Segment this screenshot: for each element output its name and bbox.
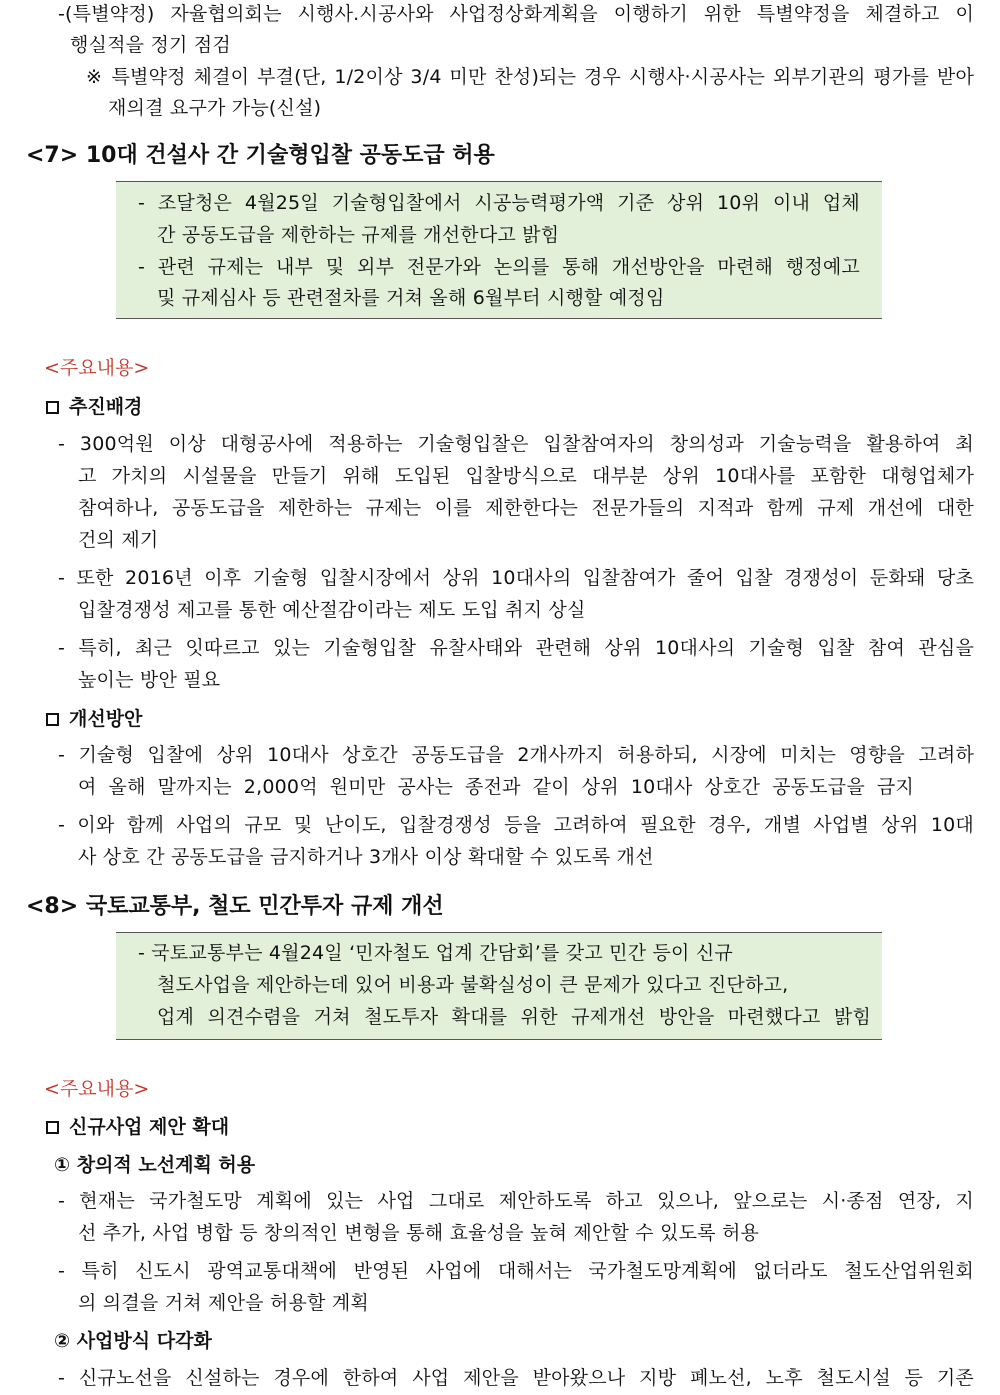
body-line: - 300억원 이상 대형공사에 적용하는 기술형입찰은 입찰참여자의 창의성과 기술능력을 활용하여 최 [58, 433, 974, 455]
body-line: 고 가치의 시설물을 만들기 위해 도입된 입찰방식으로 대부분 상위 10대사를 포함한 대형업체가 [78, 465, 974, 487]
intro-line: -(특별약정) 자율협의회는 시행사.시공사와 사업정상화계획을 이행하기 위한 특별약정을 체결하고 이 [58, 3, 974, 25]
heading-text: 추진배경 [69, 396, 143, 418]
subheading: ② 사업방식 다각화 [54, 1330, 212, 1352]
section-7-title: <7> 10대 건설사 간 기술형입찰 공동도급 허용 [26, 143, 495, 168]
main-content-label: <주요내용> [44, 1078, 150, 1100]
intro-line: 행실적을 정기 점검 [70, 34, 231, 56]
section-8-summary-box [116, 932, 882, 1040]
body-line: - 신규노선을 신설하는 경우에 한하여 사업 제안을 받아왔으나 지방 폐노선, 노후 철도시설 등 기존 [58, 1367, 974, 1389]
summary-line: - 조달청은 4월25일 기술형입찰에서 시공능력평가액 기준 상위 10위 이내 업체 [138, 192, 860, 214]
summary-line: - 국토교통부는 4월24일 ‘민자철도 업계 간담회’를 갖고 민간 등이 신규 [138, 942, 733, 964]
body-line: - 특히, 최근 잇따르고 있는 기술형입찰 유찰사태와 관련해 상위 10대사의 기술형 입찰 참여 관심을 [58, 637, 974, 659]
subheading: ① 창의적 노선계획 허용 [54, 1154, 256, 1176]
checkbox-square-icon [46, 1121, 59, 1134]
heading-text: 개선방안 [69, 708, 143, 730]
heading-new-business [46, 1114, 229, 1140]
heading-improve [46, 706, 142, 732]
main-content-label: <주요내용> [44, 357, 150, 379]
section-8-title: <8> 국토교통부, 철도 민간투자 규제 개선 [26, 894, 444, 919]
body-line: 입찰경쟁성 제고를 통한 예산절감이라는 제도 도입 취지 상실 [78, 599, 586, 621]
summary-line: 간 공동도급을 제한하는 규제를 개선한다고 밝힘 [157, 224, 560, 246]
heading-text: 신규사업 제안 확대 [69, 1116, 230, 1138]
body-line: 의 의결을 거쳐 제안을 허용할 계획 [78, 1292, 369, 1314]
heading-background [46, 394, 142, 420]
body-line: - 특히 신도시 광역교통대책에 반영된 사업에 대해서는 국가철도망계획에 없더라도 철도산업위원회 [58, 1260, 974, 1282]
section-7-summary-box [116, 181, 882, 319]
summary-line: 업계 의견수렴을 거쳐 철도투자 확대를 위한 규제개선 방안을 마련했다고 밝힘 [157, 1006, 871, 1028]
summary-line: 및 규제심사 등 관련절차를 거쳐 올해 6월부터 시행할 예정임 [157, 287, 665, 309]
body-line: - 현재는 국가철도망 계획에 있는 사업 그대로 제안하도록 하고 있으나, 앞으로는 시·종점 연장, 지 [58, 1190, 974, 1212]
body-line: 참여하나, 공동도급을 제한하는 규제는 이를 제한한다는 전문가들의 지적과 함께 규제 개선에 대한 [78, 497, 974, 519]
summary-line: - 관련 규제는 내부 및 외부 전문가와 논의를 통해 개선방안을 마련해 행정예고 [138, 256, 860, 278]
checkbox-square-icon [46, 401, 59, 414]
body-line: 높이는 방안 필요 [78, 669, 221, 691]
body-line: 여 올해 말까지는 2,000억 원미만 공사는 종전과 같이 상위 10대사 상호간 공동도급을 금지 [78, 776, 914, 798]
body-line: 선 추가, 사업 병합 등 창의적인 변형을 통해 효율성을 높혀 제안할 수 있도록 허용 [78, 1222, 760, 1244]
body-line: - 이와 함께 사업의 규모 및 난이도, 입찰경쟁성 등을 고려하여 필요한 경우, 개별 사업별 상위 10대 [58, 814, 974, 836]
note-line: ※ 특별약정 체결이 부결(단, 1/2이상 3/4 미만 찬성)되는 경우 시행사·시공사는 외부기관의 평가를 받아 [86, 66, 974, 88]
body-line: - 또한 2016년 이후 기술형 입찰시장에서 상위 10대사의 입찰참여가 줄어 입찰 경쟁성이 둔화돼 당초 [58, 567, 974, 589]
body-line: - 기술형 입찰에 상위 10대사 상호간 공동도급을 2개사까지 허용하되, 시장에 미치는 영향을 고려하 [58, 744, 974, 766]
checkbox-square-icon [46, 713, 59, 726]
body-line: 사 상호 간 공동도급을 금지하거나 3개사 이상 확대할 수 있도록 개선 [78, 846, 654, 868]
body-line: 건의 제기 [78, 529, 159, 551]
summary-line: 철도사업을 제안하는데 있어 비용과 불확실성이 큰 문제가 있다고 진단하고, [157, 974, 789, 996]
note-line: 재의결 요구가 가능(신설) [108, 97, 322, 119]
